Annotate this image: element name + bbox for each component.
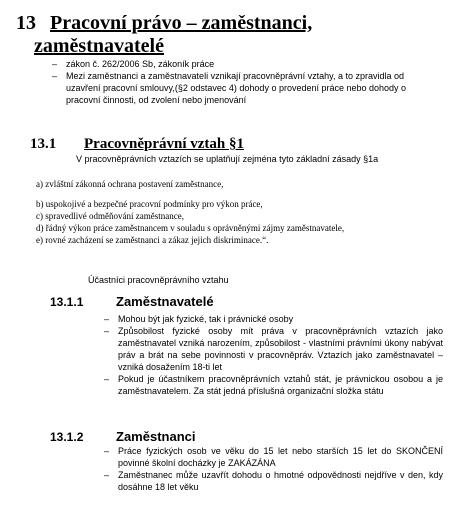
principle-item: b) uspokojivé a bezpečné pracovní podmínky pro výkon práce,	[36, 199, 263, 209]
principles-list	[36, 178, 446, 246]
list-item-text: Mohou být jak fyzické, tak i právnické osoby	[118, 314, 294, 324]
subsection-title: Zaměstnavatelé	[116, 294, 214, 309]
bullet-dash: –	[52, 71, 58, 81]
list-item	[104, 313, 443, 325]
bullet-dash: –	[104, 374, 110, 384]
list-item-text: Způsobilost fyzické osoby mít práva v pracovněprávních vztazích jako zaměstnavatel vzniká narozením, způsobilost - vlastními právními úkony nabývat práv a brát na sebe povinnosti v pracovněpráv. Vztazích jako zaměstnavatel – vzniká dosažením 18-ti let	[118, 326, 443, 372]
section-number: 13.1	[30, 136, 57, 152]
subsection-number: 13.1.1	[50, 295, 84, 309]
list-item-text: Zaměstnanec může uzavřít dohodu o hmotné odpovědnosti nejdříve v den, kdy dosáhne 18 let věku	[118, 470, 443, 492]
list-item	[104, 445, 443, 469]
bullet-dash: –	[104, 470, 110, 480]
bullet-dash: –	[104, 326, 110, 336]
list-item	[52, 58, 441, 70]
list-item	[52, 70, 441, 106]
subsection-number: 13.1.2	[50, 430, 84, 444]
principle-item: e) rovné zacházení se zaměstnanci a zákaz jejich diskriminace.“.	[36, 235, 269, 245]
principle-item: c) spravedlivé odměňování zaměstnance,	[36, 211, 184, 221]
intro-bullet-list	[52, 58, 441, 106]
list-item-text: Práce fyzických osob ve věku do 15 let nebo starších 15 let do SKONČENÍ povinné školní docházky je ZAKÁZÁNA	[118, 446, 443, 468]
list-item-text: zákon č. 262/2006 Sb, zákoník práce	[66, 59, 215, 69]
section-heading	[30, 135, 244, 153]
chapter-title-line2: zaměstnavatelé	[34, 35, 164, 57]
list-item-text: Mezi zaměstnanci a zaměstnavateli vznikají pracovněprávní vztahy, a to zpravidla od uzavření pracovní smlouvy,(§2 odstavec 4) dohody o provedení práce nebo dohody o pracovní činnosti, od zvolení nebo jmenování	[66, 71, 407, 105]
list-item-text: Pokud je účastníkem pracovněprávních vztahů stát, je právnickou osobou a je zaměstnavatelem. Za stát jedná příslušná organizační složka státu	[118, 374, 443, 396]
employees-bullet-list	[104, 445, 443, 493]
list-item	[104, 469, 443, 493]
list-item	[104, 373, 443, 397]
principles-intro: V pracovněprávních vztazích se uplatňují zejména tyto základní zásady §1a	[76, 154, 379, 164]
subsection-title: Zaměstnanci	[116, 429, 196, 444]
participants-label: Účastníci pracovněprávního vztahu	[88, 275, 229, 285]
chapter-number: 13	[16, 12, 36, 34]
principle-item: a) zvláštní zákonná ochrana postavení zaměstnance,	[36, 179, 224, 189]
bullet-dash: –	[104, 446, 110, 456]
list-item	[104, 325, 443, 373]
employers-bullet-list	[104, 313, 443, 397]
bullet-dash: –	[104, 314, 110, 324]
chapter-title-line1: Pracovní právo – zaměstnanci,	[50, 12, 313, 34]
bullet-dash: –	[52, 59, 58, 69]
section-title: Pracovněprávní vztah §1	[84, 136, 244, 152]
principle-item: d) řádný výkon práce zaměstnancem v souladu s oprávněnými zájmy zaměstnavatele,	[36, 223, 345, 233]
